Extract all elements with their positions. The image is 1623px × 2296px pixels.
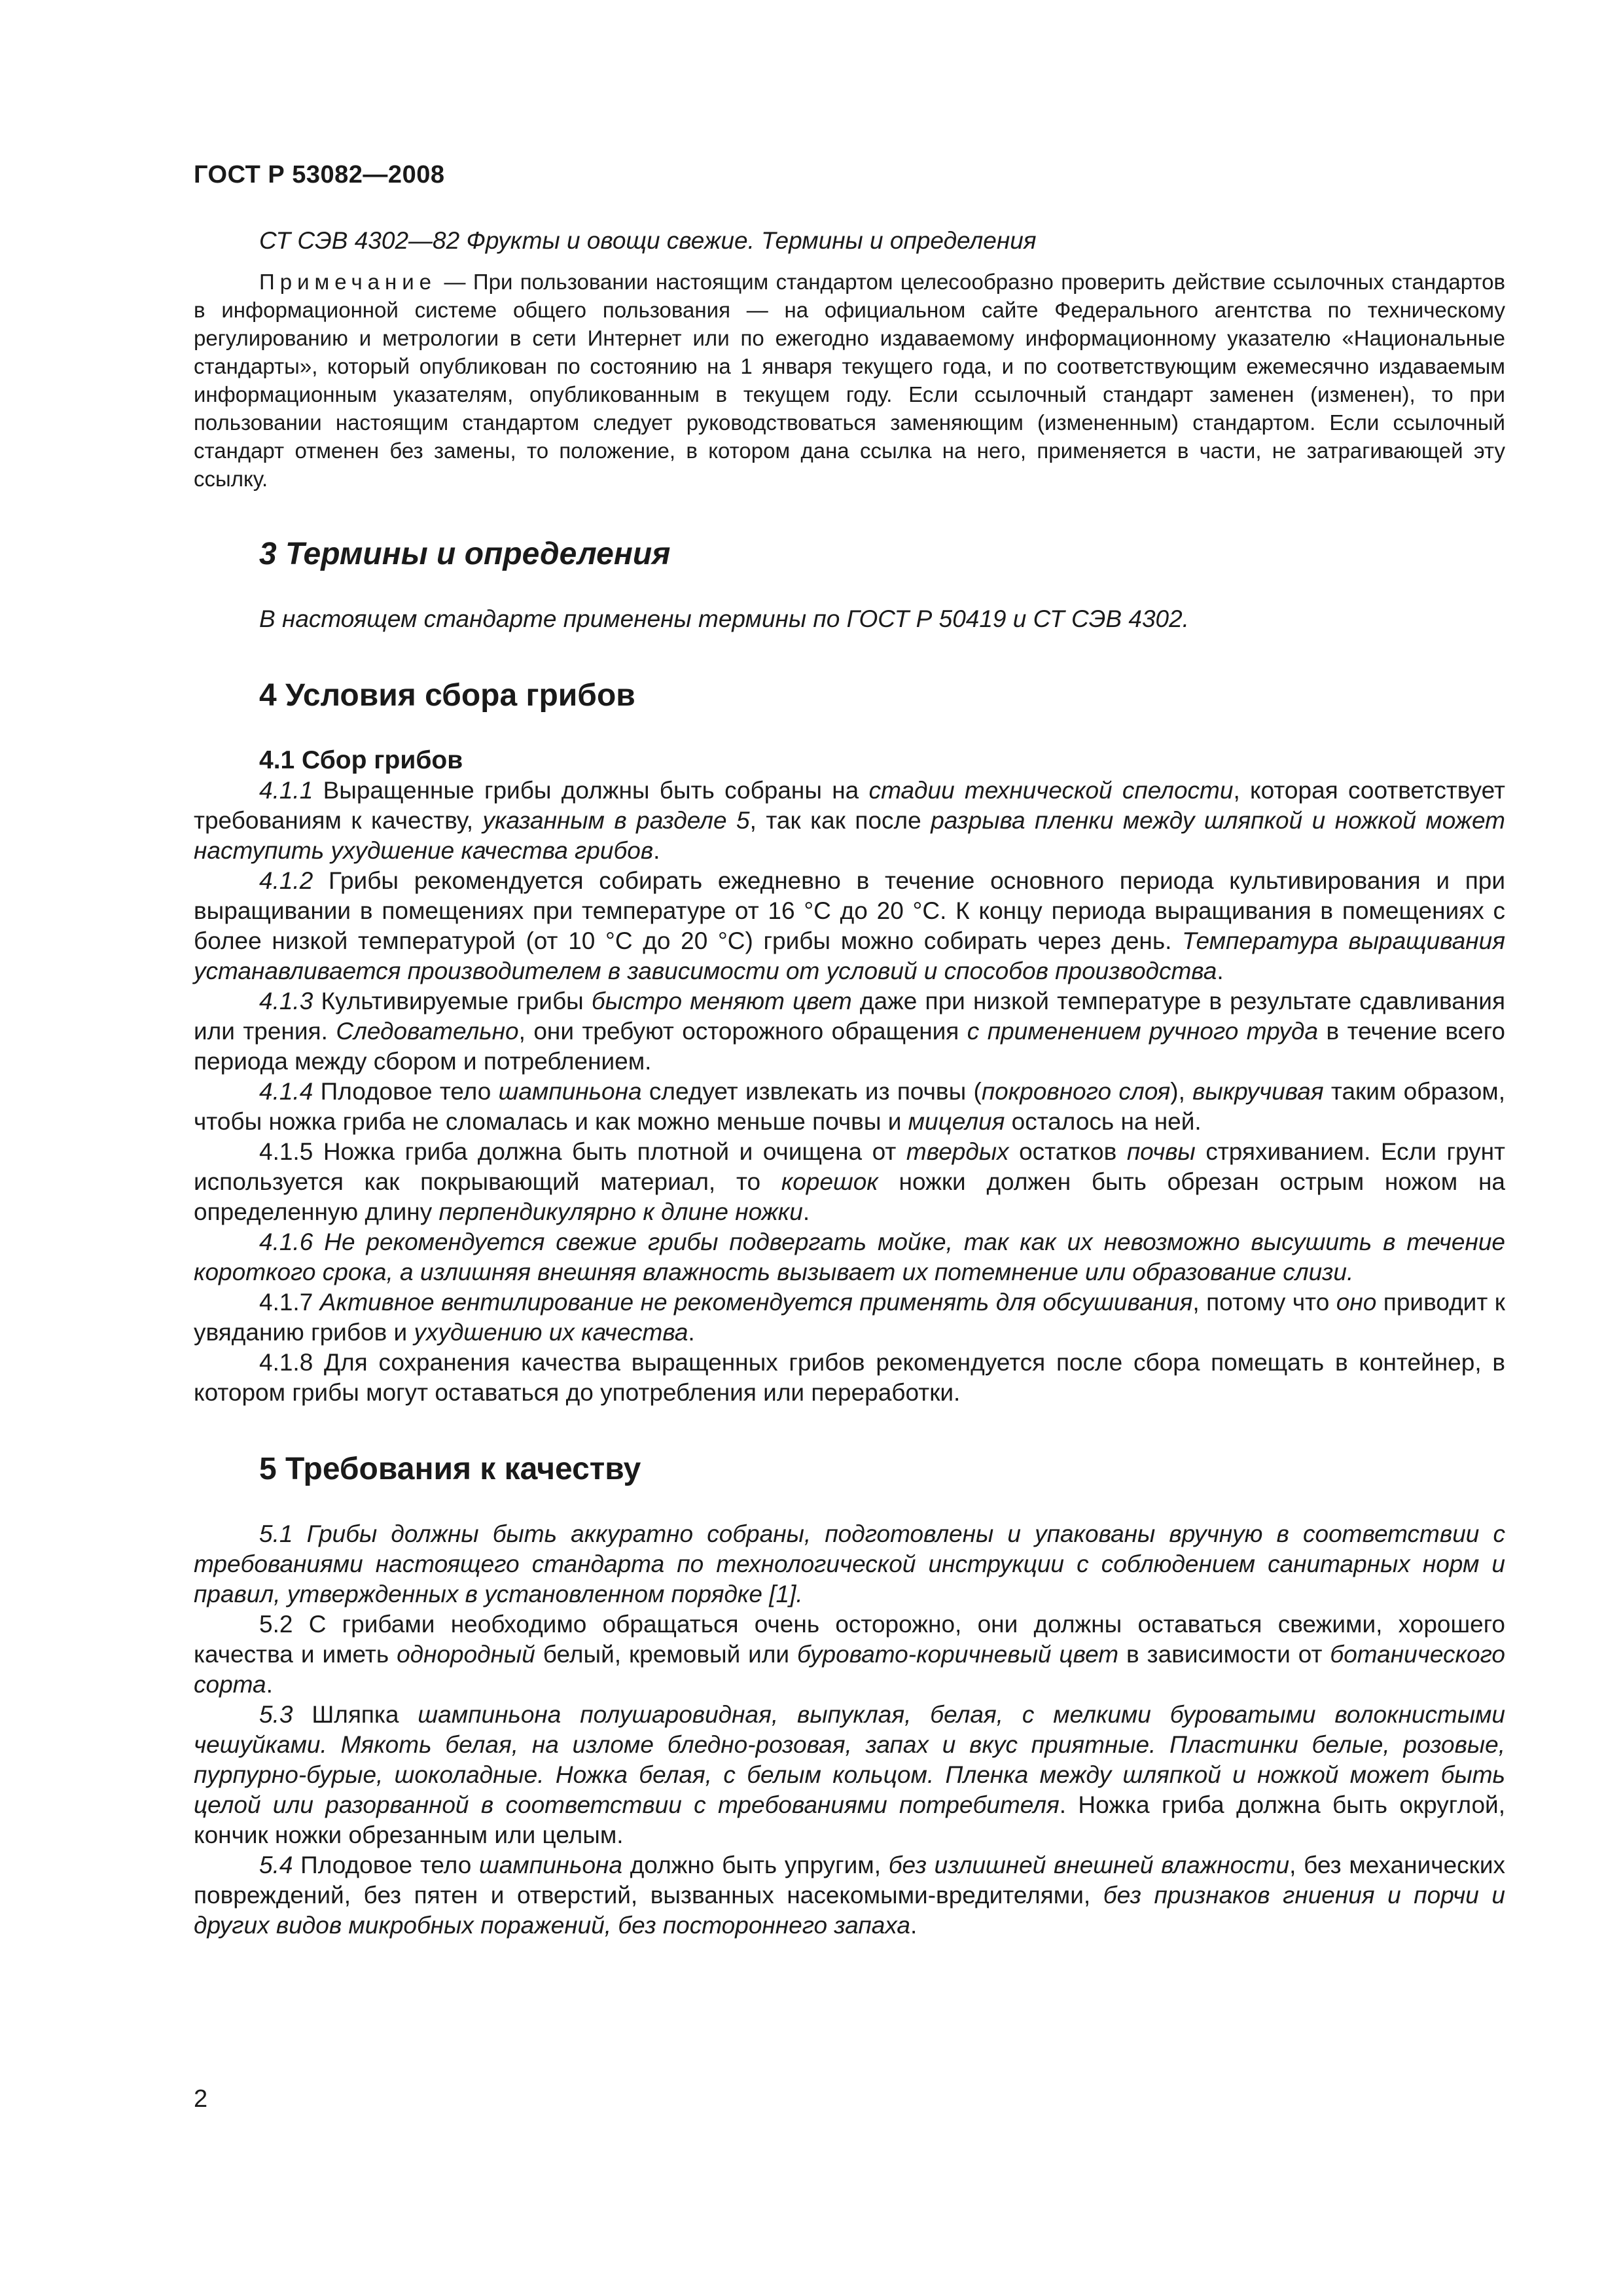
text-span: , они требуют осторожного обращения: [518, 1018, 967, 1045]
text-span: Плодовое тело: [293, 1852, 480, 1878]
text-span: стряхиванием. Если грунт используется как покрывающий материал, то: [194, 1138, 1505, 1195]
italic-span: Активное вентилирование не рекомендуется применять для обсушивания: [313, 1289, 1193, 1316]
reference-note: [194, 268, 1505, 493]
paragraph-4-1-7: [194, 1287, 1505, 1348]
text-span: Выращенные грибы должны быть собраны на: [313, 777, 869, 804]
paragraph-5-3: [194, 1700, 1505, 1850]
paragraph-4-1-5: [194, 1137, 1505, 1227]
italic-span: без излишней внешней влажности: [888, 1852, 1290, 1878]
paragraph-4-1-8: [194, 1348, 1505, 1408]
section-3-title: 3 Термины и определения: [259, 537, 671, 571]
clause-number: 5.4: [259, 1852, 293, 1878]
text-span: следует извлекать из почвы (: [641, 1078, 982, 1105]
italic-span: перпендикулярно к длине ножки: [438, 1198, 803, 1225]
text-span: в течение всего периода между сбором и потреблением.: [194, 1018, 1505, 1075]
paragraph-4-1-2: [194, 866, 1505, 986]
italic-span: указанным в разделе 5: [482, 807, 750, 834]
text-span: осталось на ней.: [1005, 1108, 1202, 1135]
text-span: .: [1217, 958, 1224, 984]
text-span: , без механических повреждений, без пятен и отверстий, вызванных насекомыми-вредителями,: [194, 1852, 1505, 1909]
text-span: Шляпка: [293, 1701, 418, 1728]
clause-number: 5.1: [259, 1520, 293, 1547]
paragraph-5-4: [194, 1850, 1505, 1941]
text-span: Грибы рекомендуется собирать ежедневно в течение основного периода культивирования и при выращивании в помещениях при температуре от 16 °С до 20 °С. К концу периода выращивания в помещениях с более низкой температурой (от 10 °С до 20 °С) грибы можно собирать через день.: [194, 867, 1505, 954]
text-span: даже при низкой температуре в результате сдавливания или трения.: [194, 988, 1505, 1045]
text-span: . Ножка гриба должна быть округлой, кончик ножки обрезанным или целым.: [194, 1791, 1506, 1848]
reference-entry: СТ СЭВ 4302—82 Фрукты и овощи свежие. Термины и определения: [259, 227, 1037, 254]
clause-number: 4.1.6: [259, 1229, 313, 1255]
paragraph-4-1-1: [194, 776, 1505, 866]
text-span: .: [266, 1671, 273, 1698]
clause-number: 4.1.2: [259, 867, 313, 894]
text-span: С грибами необходимо обращаться очень осторожно, они должны оставаться свежими, хорошего качества и иметь: [194, 1611, 1505, 1668]
italic-span: шампиньона: [498, 1078, 642, 1105]
paragraph-5-2: [194, 1609, 1505, 1700]
text-span: Не рекомендуется свежие грибы подвергать мойке, так как их невозможно высушить в течение короткого срока, а излишняя внешняя влажность вызывает их потемнение или образование слизи.: [194, 1229, 1505, 1285]
paragraph-4-1-4: [194, 1077, 1505, 1137]
text-span: должно быть упругим,: [622, 1852, 889, 1878]
section-5-title: 5 Требования к качеству: [259, 1452, 641, 1486]
text-span: Для сохранения качества выращенных грибов рекомендуется после сбора помещать в контейнер, в котором грибы могут оставаться до употребления или переработки.: [194, 1349, 1505, 1406]
clause-number: 5.3: [259, 1701, 293, 1728]
italic-span: шампиньона полушаровидная, выпуклая, белая, с мелкими буроватыми волокнистыми чешуйками. Мякоть белая, на изломе бледно-розовая, запах и вкус приятные. Пластинки белые, розовые, пурпурно-бурые, шоколадные. Ножка белая, с белым кольцом. Пленка между шляпкой и ножкой может быть целой или разорванной в соответствии с требованиями потребителя: [194, 1701, 1505, 1818]
italic-span: однородный: [397, 1641, 535, 1668]
text-span: , потому что: [1192, 1289, 1336, 1316]
text-span: , так как после: [749, 807, 931, 834]
text-span: Ножка гриба должна быть плотной и очищена от: [313, 1138, 906, 1165]
clause-number: 4.1.8: [259, 1349, 313, 1376]
italic-span: стадии технической спелости: [868, 777, 1234, 804]
subsection-4-1-title: 4.1 Сбор грибов: [259, 746, 463, 774]
italic-span: Температура выращивания устанавливается производителем в зависимости от условий и способов производства: [194, 927, 1506, 984]
text-span: таким образом, чтобы ножка гриба не сломалась и как можно меньше почвы и: [194, 1078, 1505, 1135]
text-span: остатков: [1008, 1138, 1127, 1165]
italic-span: корешок: [781, 1168, 878, 1195]
italic-span: разрыва пленки между шляпкой и ножкой может наступить ухудшение качества грибов: [194, 807, 1505, 864]
clause-number: 4.1.5: [259, 1138, 313, 1165]
italic-span: без признаков гниения и порчи и других видов микробных поражений, без постороннего запаха: [194, 1882, 1505, 1939]
text-span: Культивируемые грибы: [313, 988, 592, 1014]
text-span: Плодовое тело: [313, 1078, 499, 1105]
clause-number: 5.2: [259, 1611, 293, 1638]
paragraph-5-1: [194, 1519, 1505, 1609]
italic-span: быстро меняют цвет: [591, 988, 852, 1014]
text-span: .: [802, 1198, 810, 1225]
italic-span: твердых: [906, 1138, 1009, 1165]
page-number: 2: [194, 2085, 208, 2113]
clause-number: 4.1.3: [259, 988, 313, 1014]
italic-span: ботанического сорта: [194, 1641, 1505, 1698]
text-span: .: [653, 837, 660, 864]
italic-span: выкручивая: [1192, 1078, 1324, 1105]
text-span: ножки должен быть обрезан острым ножом на определенную длину: [194, 1168, 1506, 1225]
text-span: .: [688, 1319, 695, 1346]
italic-span: покровного слоя: [981, 1078, 1171, 1105]
italic-span: Следовательно: [336, 1018, 519, 1045]
page-content: [194, 226, 1505, 1941]
paragraph-4-1-6: [194, 1227, 1505, 1287]
italic-span: с применением ручного труда: [967, 1018, 1319, 1045]
note-text: — При пользовании настоящим стандартом целесообразно проверить действие ссылочных стандартов в информационной системе общего пользования — на официальном сайте Федерального агентства по техническому регулированию и метрологии в сети Интернет или по ежегодно издаваемому информационному указателю «Национальные стандарты», который опубликован по состоянию на 1 января текущего года, и по соответствующим ежемесячно издаваемым информационным указателям, опубликованным в текущем году. Если ссылочный стандарт заменен (изменен), то при пользовании настоящим стандартом следует руководствоваться заменяющим (измененным) стандартом. Если ссылочный стандарт отменен без замены, то положение, в котором дана ссылка на него, применяется в части, не затрагивающей эту ссылку.: [194, 270, 1505, 491]
document-code-header: ГОСТ Р 53082—2008: [194, 161, 445, 188]
text-span: в зависимости от: [1118, 1641, 1330, 1668]
italic-span: буровато-коричневый цвет: [797, 1641, 1119, 1668]
italic-span: шампиньона: [479, 1852, 622, 1878]
italic-span: мицелия: [908, 1108, 1005, 1135]
text-span: приводит к увяданию грибов и: [194, 1289, 1505, 1346]
clause-number: 4.1.7: [259, 1289, 313, 1316]
paragraph-4-1-3: [194, 986, 1505, 1077]
text-span: .: [910, 1912, 918, 1939]
text-span: , которая соответствует требованиям к качеству,: [194, 777, 1505, 834]
clause-number: 4.1.4: [259, 1078, 313, 1105]
section-4-title: 4 Условия сбора грибов: [259, 678, 635, 713]
italic-span: ухудшению их качества: [414, 1319, 688, 1346]
italic-span: оно: [1336, 1289, 1377, 1316]
section-3-text: В настоящем стандарте применены термины по ГОСТ Р 50419 и СТ СЭВ 4302.: [259, 605, 1189, 632]
text-span: ),: [1170, 1078, 1193, 1105]
clause-number: 4.1.1: [259, 777, 313, 804]
note-label: Примечание: [259, 270, 437, 294]
text-span: Грибы должны быть аккуратно собраны, подготовлены и упакованы вручную в соответствии с требованиями настоящего стандарта по технологической инструкции с соблюдением санитарных норм и правил, утвержденных в установленном порядке [1].: [194, 1520, 1505, 1607]
italic-span: почвы: [1126, 1138, 1196, 1165]
text-span: белый, кремовый или: [535, 1641, 798, 1668]
